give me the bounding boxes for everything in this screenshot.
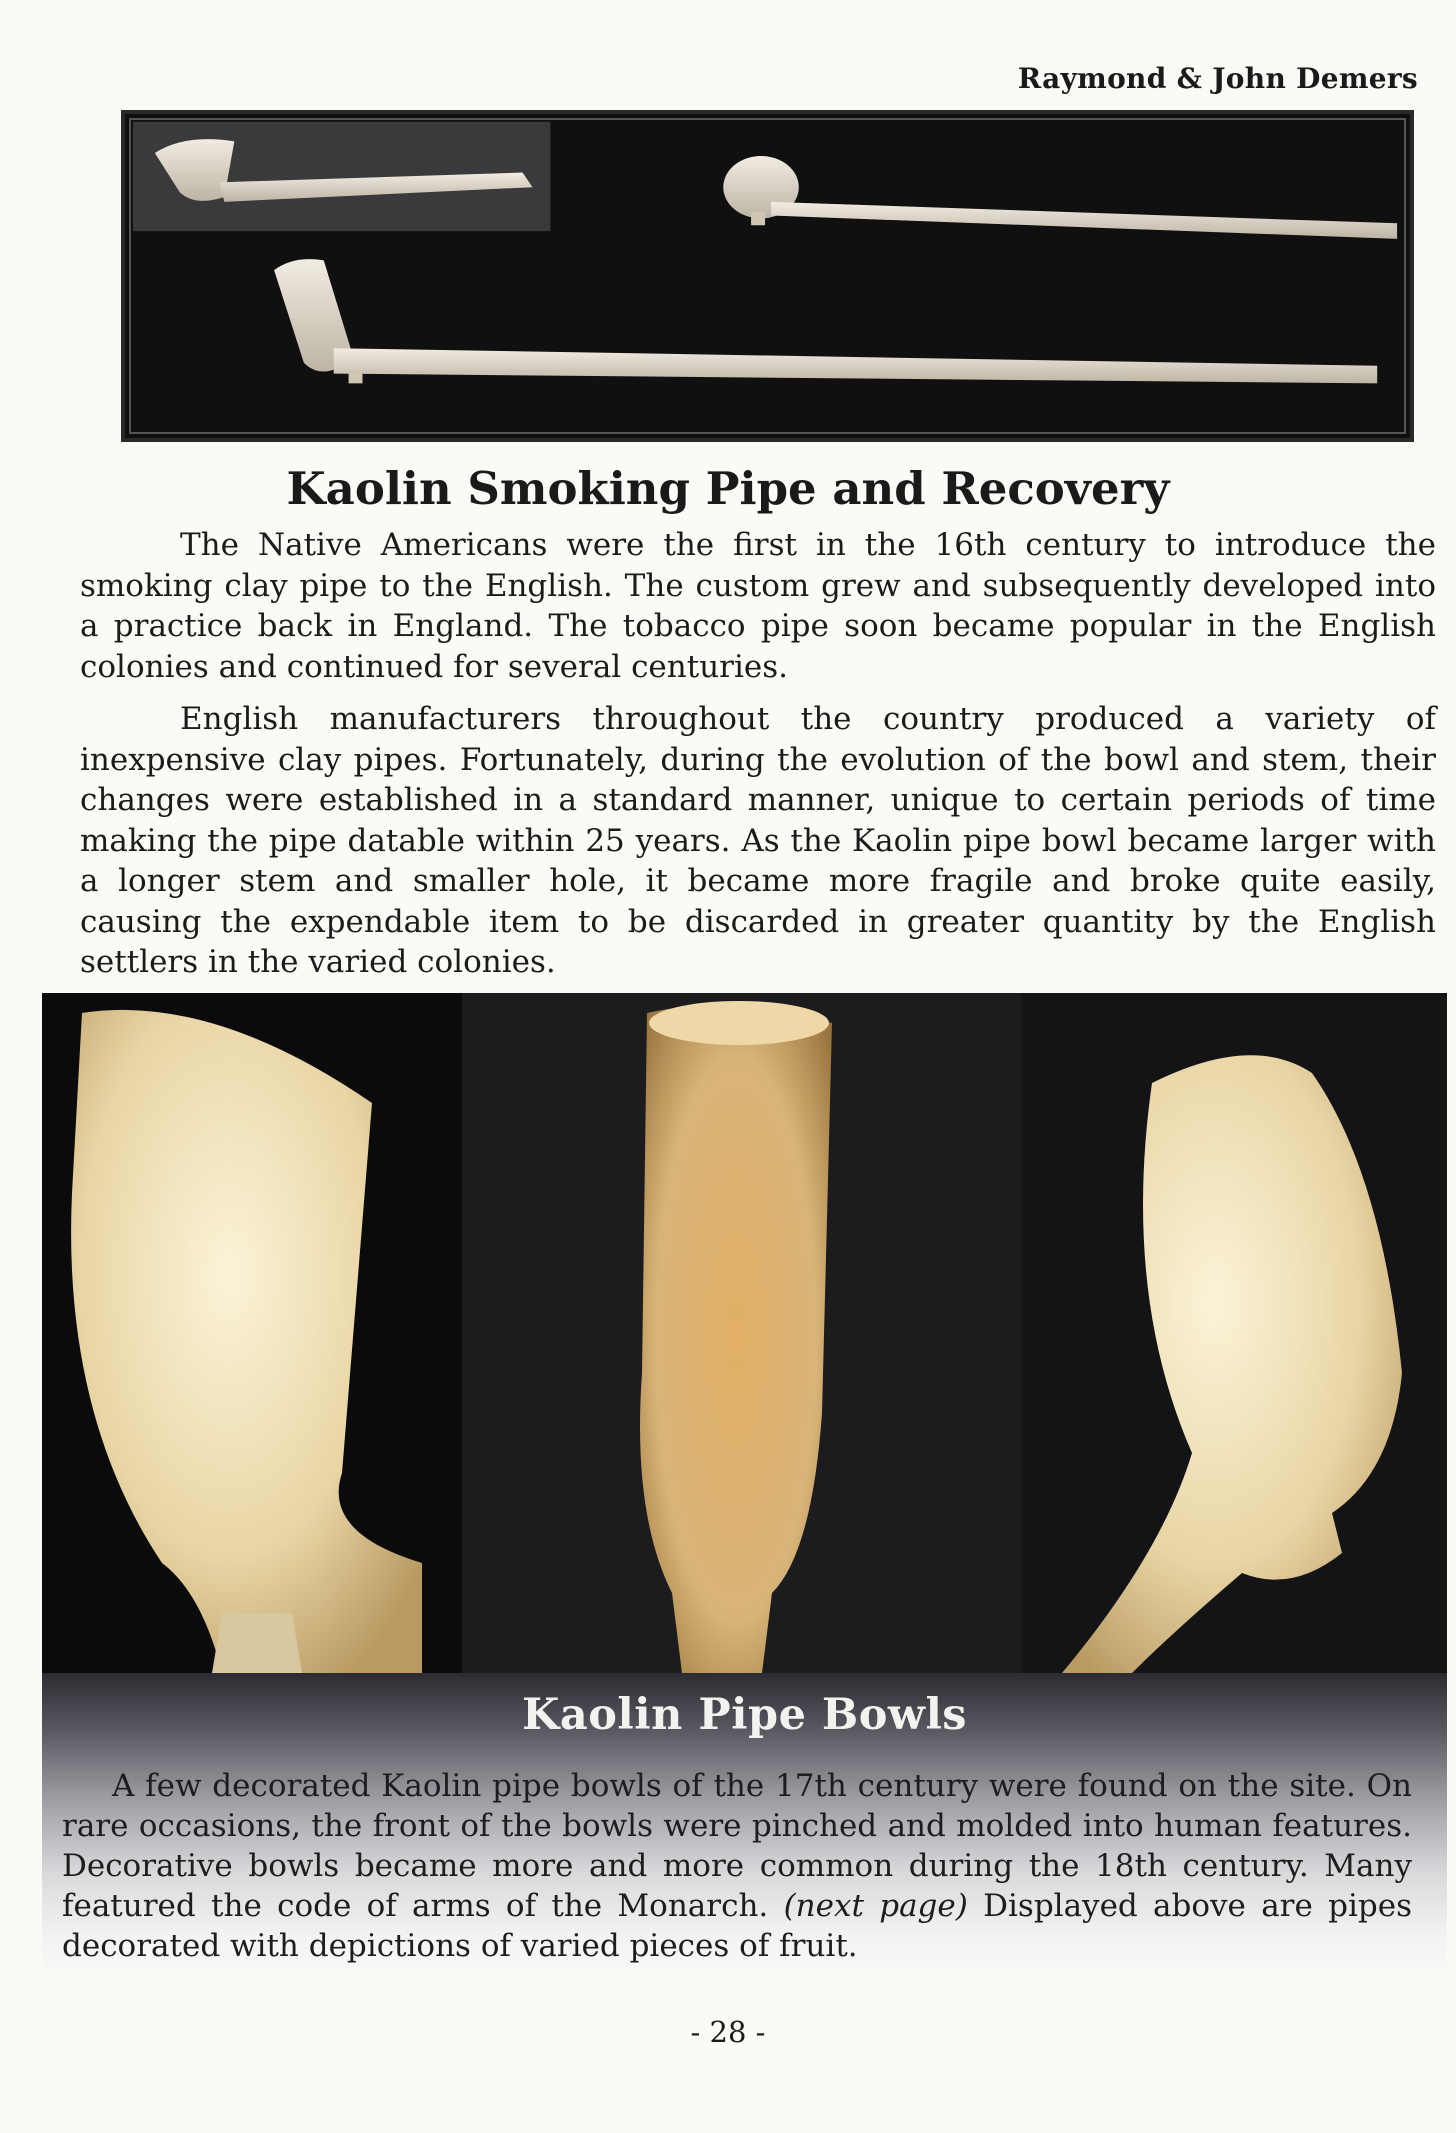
pipe-bowls-illustration: [42, 993, 1447, 1673]
caption-title: Kaolin Pipe Bowls: [522, 1690, 967, 1740]
article-title: Kaolin Smoking Pipe and Recovery: [286, 462, 1170, 515]
caption-text: [62, 1766, 1412, 1966]
article-paragraph: English manufacturers throughout the country produced a variety of inexpensive clay pipes. Fortunately, during the evolution of the bowl and stem, their changes were established in a standard manner, unique to certain periods of time making the pipe datable within 25 years. As the Kaolin pipe bowl became larger with a longer stem and smaller hole, it became more fragile and broke quite easily, causing the expendable item to be discarded in greater quantity by the English settlers in the varied colonies.: [80, 701, 1436, 980]
pipes-photo: [121, 110, 1414, 442]
pipe-bowls-photo: [42, 993, 1447, 1673]
article-paragraph: The Native Americans were the first in the 16th century to introduce the smoking clay pipe to the English. The custom grew and subsequently developed into a practice back in England. The tobacco pipe soon became popular in the English colonies and continued for several centuries.: [80, 527, 1436, 685]
article-body: [80, 525, 1436, 995]
caption-text-lead: A few decorated Kaolin pipe bowls of the 17th century were found on the site. On rare occasions, the front of the bowls were pinched and molded into human features. Decorative bowls became more and more common during the 18th century. Many featured the code of arms of the Monarch.: [62, 1768, 1412, 1924]
pipes-illustration: [125, 114, 1410, 438]
caption-text-tail: Displayed above are pipes decorated with depictions of varied pieces of fruit.: [62, 1888, 1412, 1964]
author-header: Raymond & John Demers: [1017, 62, 1418, 95]
caption-next-page: (next page): [783, 1888, 968, 1924]
page-number: - 28 -: [690, 2015, 766, 2049]
